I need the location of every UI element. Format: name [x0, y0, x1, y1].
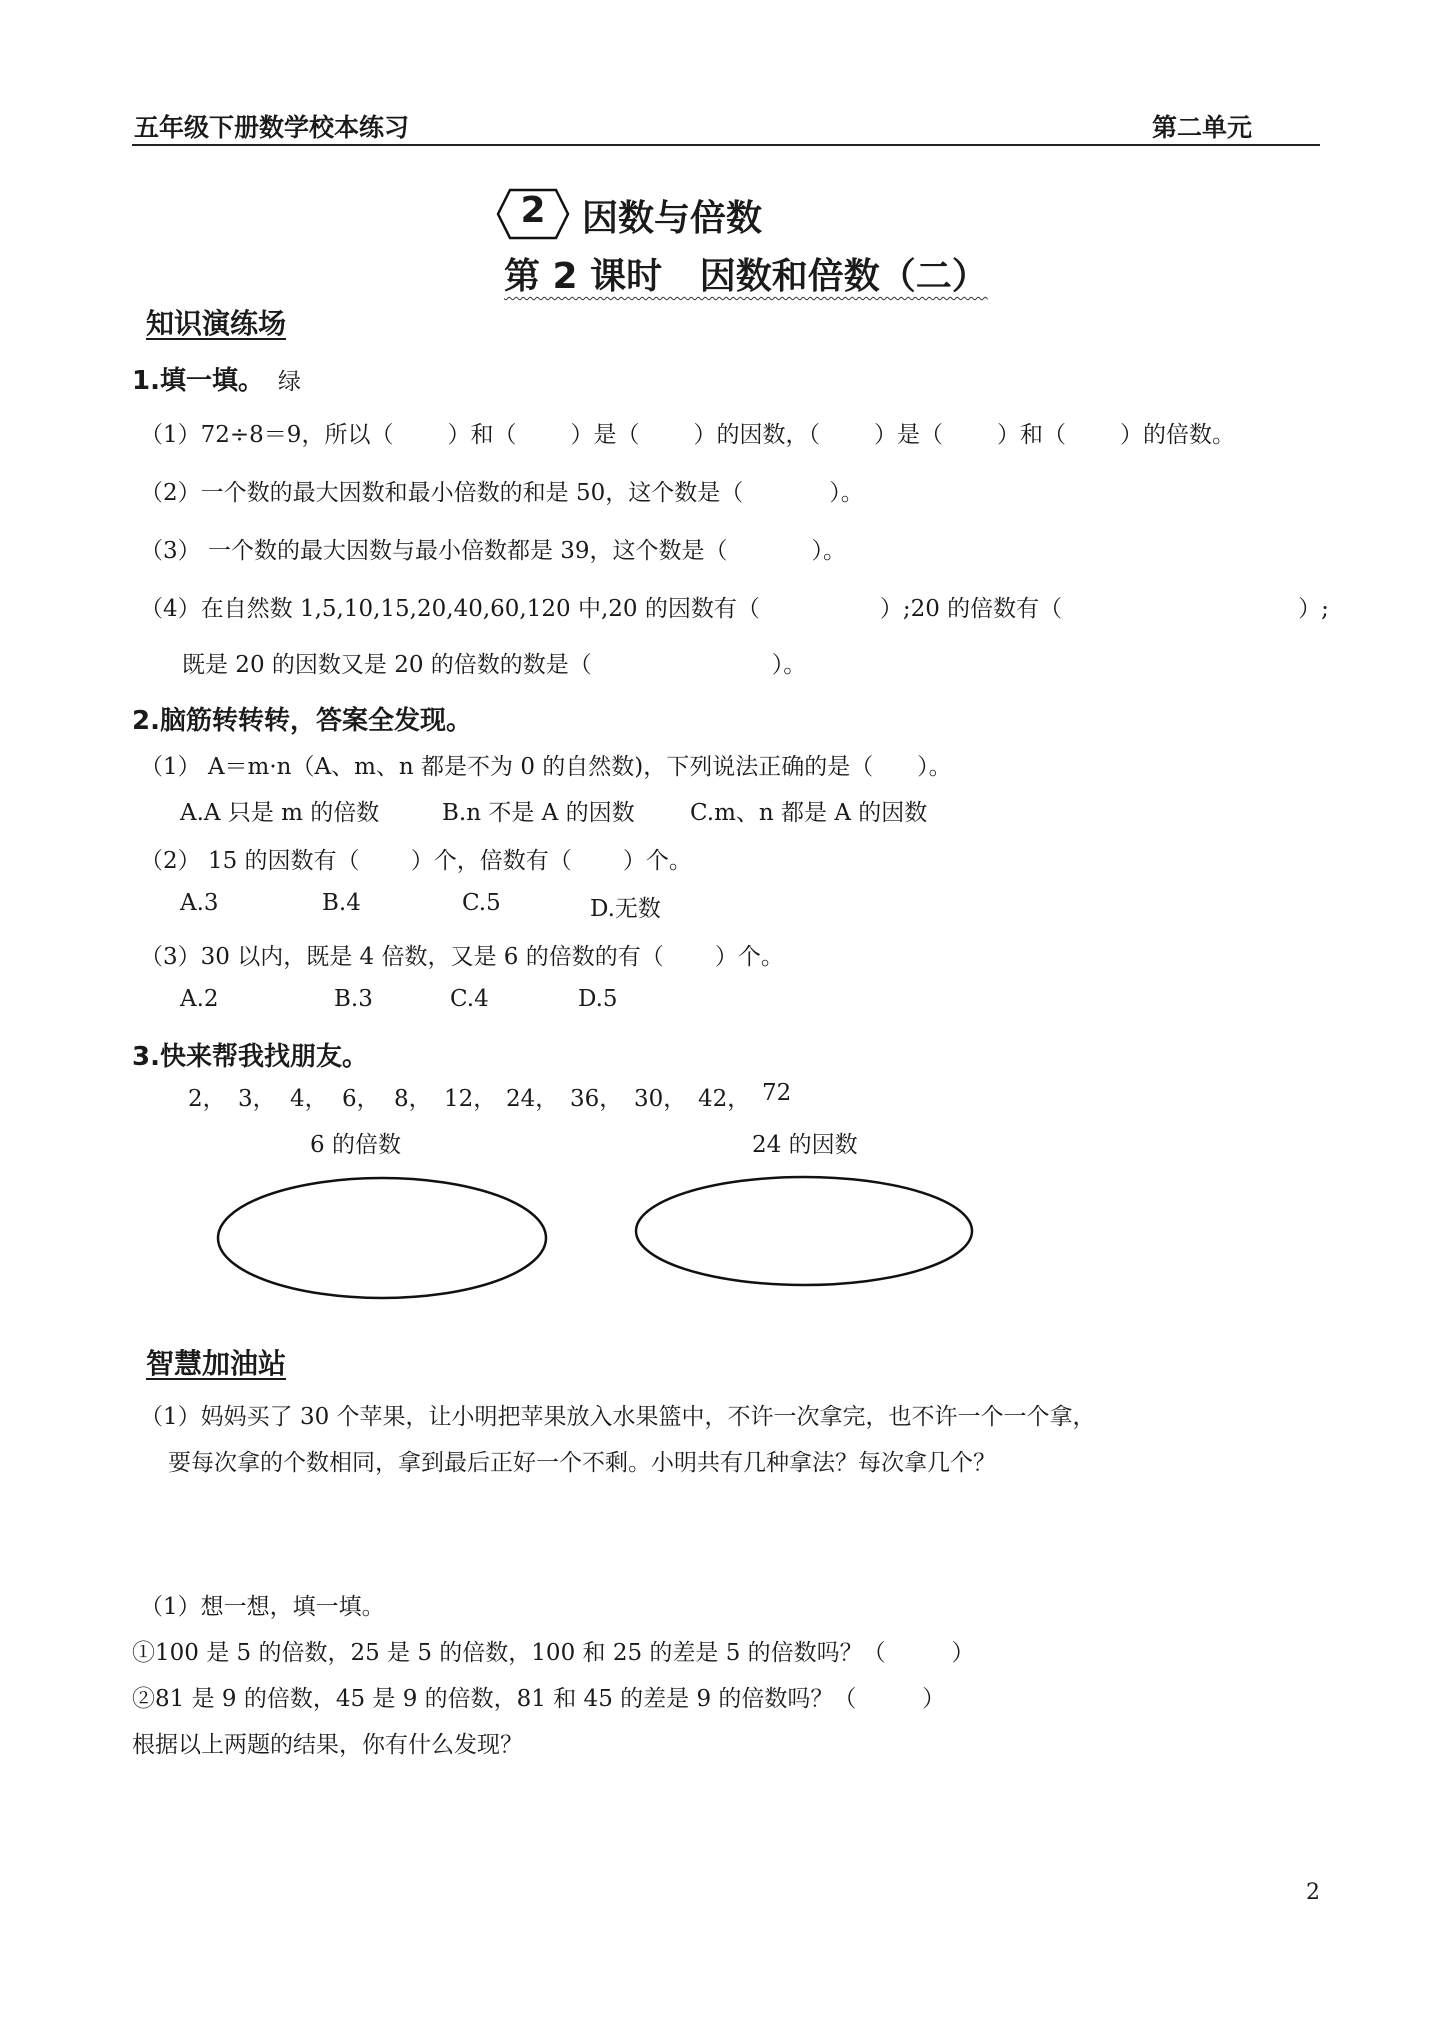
q1-item-3: （3） 一个数的最大因数与最小倍数都是 39，这个数是（ ）。	[140, 538, 847, 564]
page-number: 2	[1306, 1880, 1320, 1905]
q3-number-3: 4，	[290, 1086, 328, 1112]
q2-item-1-option-b: B.n 不是 A 的因数	[442, 800, 635, 826]
unit-title: 因数与倍数	[582, 198, 763, 239]
lesson-title: 第 2 课时 因数和倍数（二）	[504, 256, 988, 297]
q1-item-2: （2）一个数的最大因数和最小倍数的和是 50，这个数是（ ）。	[140, 480, 864, 506]
q2-item-1-option-a: A.A 只是 m 的倍数	[180, 800, 380, 826]
answer-circle-multiples-of-6[interactable]	[214, 1174, 550, 1302]
q2-item-2-option-a: A.3	[180, 890, 219, 916]
q3-number-9: 30，	[634, 1086, 687, 1112]
q1-heading: 1.填一填。 绿	[132, 366, 301, 396]
q3-number-5: 8，	[394, 1086, 432, 1112]
q2-item-3-option-a: A.2	[180, 986, 219, 1012]
q3-number-6: 12，	[444, 1086, 497, 1112]
challenge-p1-line1: （1）妈妈买了 30 个苹果，让小明把苹果放入水果篮中，不许一次拿完，也不许一个一个拿，	[140, 1404, 1096, 1430]
q3-number-7: 24，	[506, 1086, 559, 1112]
q3-number-2: 3，	[238, 1086, 276, 1112]
q2-item-2-stem: （2） 15 的因数有（ ）个，倍数有（ ）个。	[140, 848, 692, 874]
q2-item-1-stem: （1） A＝m·n（A、m、n 都是不为 0 的自然数)，下列说法正确的是（ ）。	[140, 754, 952, 780]
challenge-p1-line2: 要每次拿的个数相同，拿到最后正好一个不剩。小明共有几种拿法？每次拿几个？	[168, 1450, 996, 1476]
q1-hint: 绿	[277, 369, 301, 395]
q3-number-4: 6，	[342, 1086, 380, 1112]
q3-number-10: 42，	[698, 1086, 751, 1112]
header-left: 五年级下册数学校本练习	[134, 113, 410, 142]
section-practice: 知识演练场	[146, 307, 287, 340]
unit-number: 2	[520, 190, 546, 231]
q1-item-4: （4）在自然数 1,5,10,15,20,40,60,120 中,20 的因数有（ ）;20 的倍数有（ ）;	[140, 596, 1329, 622]
header-rule	[132, 144, 1320, 146]
q2-heading: 2.脑筋转转转，答案全发现。	[132, 706, 472, 736]
answer-circle-factors-of-24[interactable]	[632, 1174, 976, 1288]
challenge-p2-b: ②81 是 9 的倍数，45 是 9 的倍数，81 和 45 的差是 9 的倍数吗？（ ）	[132, 1686, 946, 1712]
header-right: 第二单元	[1152, 113, 1253, 142]
q2-item-1-option-c: C.m、n 都是 A 的因数	[690, 800, 928, 826]
challenge-p2-c: 根据以上两题的结果，你有什么发现？	[132, 1732, 523, 1758]
q3-number-8: 36，	[570, 1086, 623, 1112]
q2-item-3-option-d: D.5	[578, 986, 618, 1012]
challenge-p2-head: （1）想一想，填一填。	[140, 1594, 385, 1620]
q1-item-1: （1）72÷8＝9，所以（ ）和（ ）是（ ）的因数，（ ）是（ ）和（ ）的倍数。	[140, 422, 1235, 448]
circle-label-factors-of-24: 24 的因数	[752, 1132, 858, 1158]
section-challenge: 智慧加油站	[146, 1347, 287, 1380]
challenge-p2-a: ①100 是 5 的倍数，25 是 5 的倍数，100 和 25 的差是 5 的倍数吗？（ ）	[132, 1640, 975, 1666]
q2-item-3-option-b: B.3	[334, 986, 373, 1012]
q3-number-1: 2，	[188, 1086, 226, 1112]
q1-item-4-cont: 既是 20 的因数又是 20 的倍数的数是（ ）。	[182, 652, 807, 678]
q2-item-2-option-d: D.无数	[590, 896, 661, 922]
q2-item-3-stem: （3）30 以内，既是 4 倍数，又是 6 的倍数的有（ ）个。	[140, 944, 784, 970]
q2-item-3-option-c: C.4	[450, 986, 489, 1012]
q3-number-11: 72	[762, 1080, 792, 1106]
q2-item-2-option-c: C.5	[462, 890, 501, 916]
q2-item-2-option-b: B.4	[322, 890, 361, 916]
q3-heading: 3.快来帮我找朋友。	[132, 1042, 368, 1072]
circle-label-multiples-of-6: 6 的倍数	[310, 1132, 401, 1158]
